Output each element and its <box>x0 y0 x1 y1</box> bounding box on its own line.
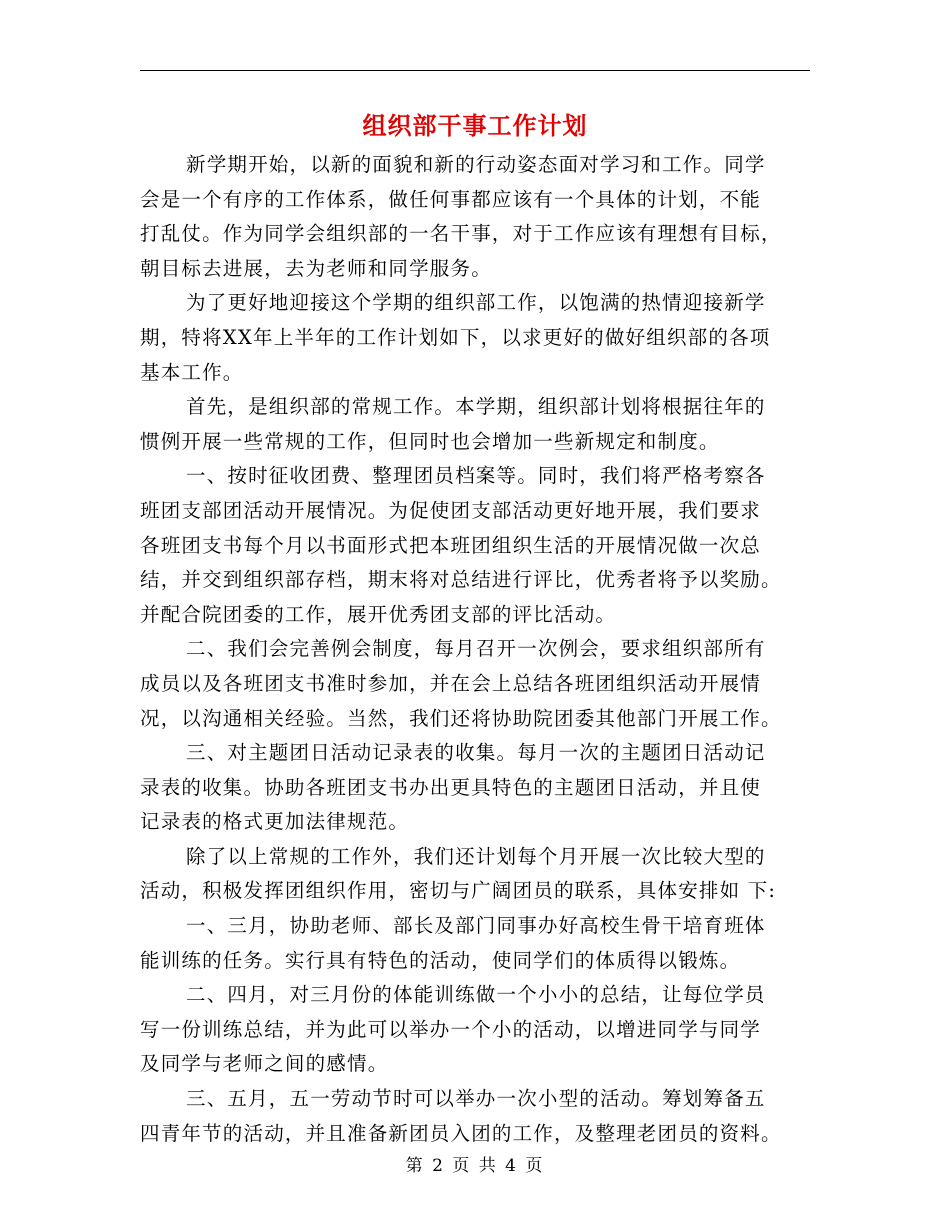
body-text-line: 并配合院团委的工作，展开优秀团支部的评比活动。 <box>140 602 617 626</box>
body-text-line: 活动，积极发挥团组织作用，密切与广阔团员的联系，具体安排如 下: <box>140 879 777 903</box>
body-text-line: 况，以沟通相关经验。当然，我们还将协助院团委其他部门开展工作。 <box>140 706 782 730</box>
body-text-line: 写一份训练总结，并为此可以举办一个小的活动，以增进同学与同学 <box>140 1017 762 1041</box>
body-text-line: 朝目标去进展，去为老师和同学服务。 <box>140 256 492 280</box>
body-text-line: 一、三月，协助老师、部长及部门同事办好高校生骨干培育班体 <box>186 914 766 938</box>
body-text-line: 二、四月，对三月份的体能训练做一个小小的总结，让每位学员 <box>186 983 766 1007</box>
body-text-line: 四青年节的活动，并且准备新团员入团的工作，及整理老团员的资料。 <box>140 1121 782 1145</box>
body-text-line: 能训练的任务。实行具有特色的活动，使同学们的体质得以锻炼。 <box>140 948 741 972</box>
document-body <box>140 148 800 1151</box>
page-number-footer: 第 2 页 共 4 页 <box>405 1156 545 1176</box>
body-text-line: 记录表的格式更加法律规范。 <box>140 810 410 834</box>
body-text-line: 打乱仗。作为同学会组织部的一名干事，对于工作应该有理想有目标， <box>140 222 782 246</box>
body-text-line: 班团支部团活动开展情况。为促使团支部活动更好地开展，我们要求 <box>140 498 762 522</box>
body-text-line: 期，特将XX年上半年的工作计划如下，以求更好的做好组织部的各项 <box>140 325 771 349</box>
header-rule <box>140 70 810 71</box>
body-text-line: 成员以及各班团支书准时参加，并在会上总结各班团组织活动开展情 <box>140 671 762 695</box>
body-text-line: 录表的收集。协助各班团支书办出更具特色的主题团日活动，并且使 <box>140 775 762 799</box>
body-text-line: 三、五月，五一劳动节时可以举办一次小型的活动。筹划筹备五 <box>186 1087 766 1111</box>
body-text-line: 基本工作。 <box>140 360 244 384</box>
body-text-line: 除了以上常规的工作外，我们还计划每个月开展一次比较大型的 <box>186 844 766 868</box>
body-text-line: 二、我们会完善例会制度，每月召开一次例会，要求组织部所有 <box>186 637 766 661</box>
document-title: 组织部干事工作计划 <box>362 112 588 140</box>
body-text-line: 三、对主题团日活动记录表的收集。每月一次的主题团日活动记 <box>186 741 766 765</box>
body-text-line: 惯例开展一些常规的工作，但同时也会增加一些新规定和制度。 <box>140 429 720 453</box>
body-text-line: 各班团支书每个月以书面形式把本班团组织生活的开展情况做一次总 <box>140 533 762 557</box>
body-text-line: 为了更好地迎接这个学期的组织部工作，以饱满的热情迎接新学 <box>186 291 766 315</box>
body-text-line: 一、按时征收团费、整理团员档案等。同时，我们将严格考察各 <box>186 464 766 488</box>
body-text-line: 新学期开始，以新的面貌和新的行动姿态面对学习和工作。同学 <box>186 153 766 176</box>
body-text-line: 结，并交到组织部存档，期末将对总结进行评比，优秀者将予以奖励。 <box>140 568 782 592</box>
body-text-line: 会是一个有序的工作体系，做任何事都应该有一个具体的计划，不能 <box>140 187 762 211</box>
body-text-line: 及同学与老师之间的感情。 <box>140 1052 389 1076</box>
body-text-line: 首先，是组织部的常规工作。本学期，组织部计划将根据往年的 <box>186 395 766 419</box>
